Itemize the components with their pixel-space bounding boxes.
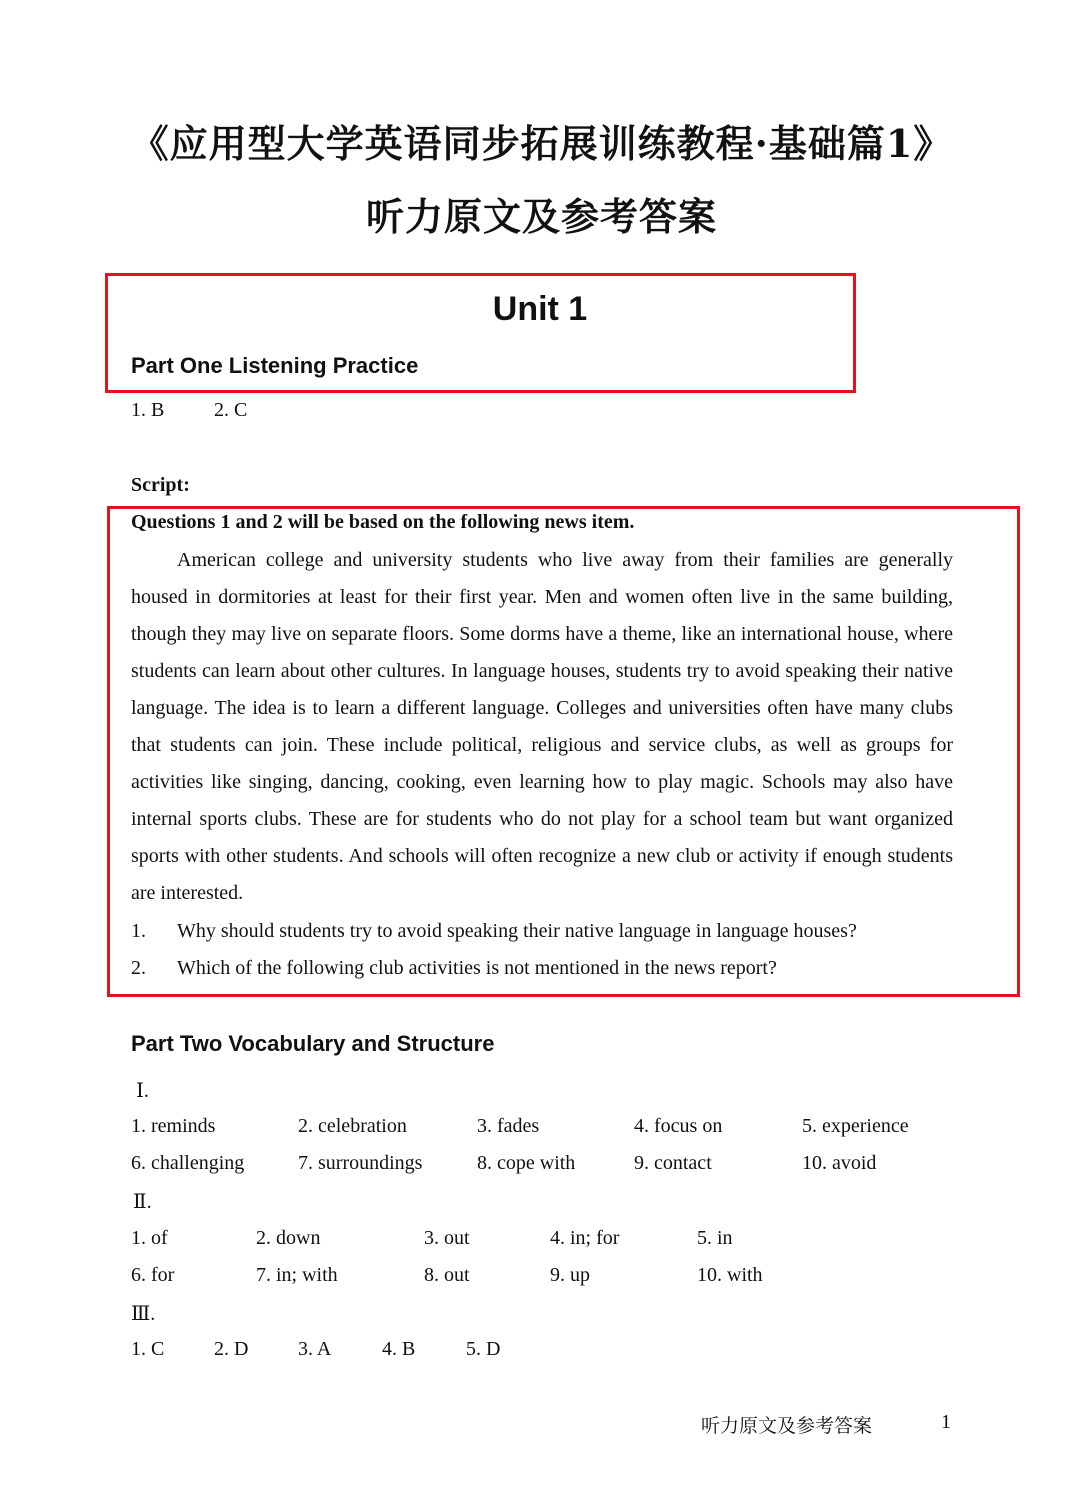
answer-item: 9. contact (634, 1152, 712, 1174)
answer-item: 3. fades (477, 1115, 540, 1137)
section-label-1: Ⅰ. (136, 1080, 149, 1102)
answer-item: 8. cope with (477, 1152, 576, 1174)
answer-item: 2. celebration (298, 1115, 407, 1137)
answer-item: 2. down (256, 1227, 321, 1249)
answer-item: 1. of (131, 1227, 168, 1249)
section-label-3: Ⅲ. (131, 1303, 156, 1325)
answer-item: 6. challenging (131, 1152, 245, 1174)
section-label-2: Ⅱ. (133, 1191, 152, 1213)
document-subtitle: 听力原文及参考答案 (365, 194, 717, 239)
question-number: 2. (131, 957, 146, 979)
question-text: Why should students try to avoid speaking their native language in language houses? (177, 920, 857, 942)
question-item (131, 920, 953, 948)
answer-item: 4. in; for (550, 1227, 620, 1249)
answer-item: 7. surroundings (298, 1152, 423, 1174)
answer-item: 7. in; with (256, 1264, 338, 1286)
part-one-heading: Part One Listening Practice (131, 353, 419, 378)
answer-item: 8. out (424, 1264, 470, 1286)
answer-item: 4. B (382, 1338, 416, 1360)
answer-item: 9. up (550, 1264, 590, 1286)
question-number: 1. (131, 920, 146, 942)
answer-item: 1. B (131, 399, 165, 421)
question-item (131, 957, 953, 985)
part-two-heading: Part Two Vocabulary and Structure (131, 1031, 495, 1056)
answer-item: 1. C (131, 1338, 165, 1360)
script-label: Script: (131, 474, 190, 496)
answer-item: 10. with (697, 1264, 763, 1286)
answer-item: 1. reminds (131, 1115, 216, 1137)
answer-item: 2. C (214, 399, 248, 421)
answer-item: 10. avoid (802, 1152, 877, 1174)
answer-item: 3. A (298, 1338, 332, 1360)
document-title: 《应用型大学英语同步拓展训练教程·基础篇1》 (130, 121, 953, 166)
answer-item: 4. focus on (634, 1115, 723, 1137)
answer-item: 3. out (424, 1227, 470, 1249)
answer-item: 6. for (131, 1264, 175, 1286)
answer-item: 5. D (466, 1338, 501, 1360)
answer-item: 5. experience (802, 1115, 909, 1137)
page-number: 1 (941, 1411, 951, 1433)
answer-item: 2. D (214, 1338, 249, 1360)
question-text: Which of the following club activities is not mentioned in the news report? (177, 957, 777, 979)
script-passage: American college and university students who live away from their families are generally housed in dormitories at least for their first year. Men and women often live in the same building, though they may live on separate floors. Some dorms have a theme, like an international house, where students can learn about other cultures. In language houses, students try to avoid speaking their native language. The idea is to learn a different language. Colleges and universities often have many clubs that students can join. These include political, religious and service clubs, as well as groups for activities like singing, dancing, cooking, even learning how to play magic. Schools may also have internal sports clubs. These are for students who do not play for a school team but want organized sports with other students. And schools will often recognize a new club or activity if enough students are interested. (131, 549, 953, 904)
script-intro: Questions 1 and 2 will be based on the following news item. (131, 511, 635, 533)
footer-text: 听力原文及参考答案 (701, 1415, 873, 1437)
answer-item: 5. in (697, 1227, 733, 1249)
unit-heading: Unit 1 (492, 290, 588, 328)
